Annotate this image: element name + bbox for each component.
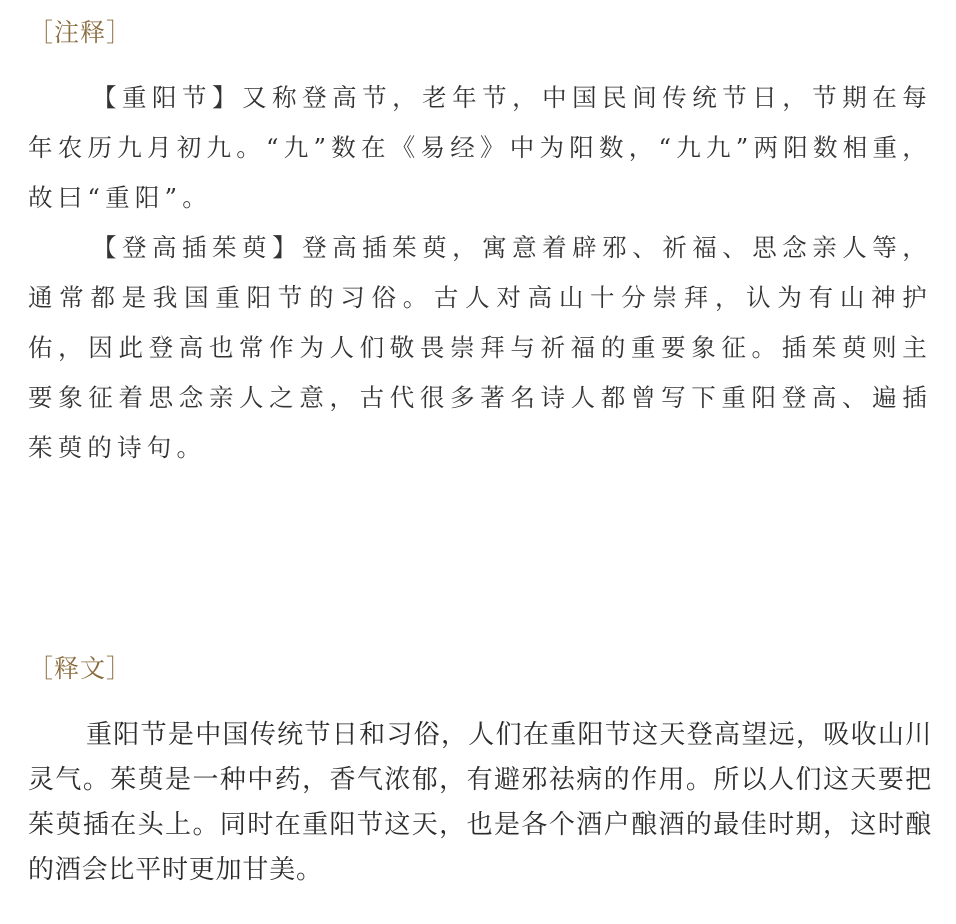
translation-heading-text: 释文 (54, 654, 107, 683)
notes-heading-open-bracket: ［ (28, 18, 55, 47)
notes-heading (28, 18, 132, 48)
translation-heading (28, 654, 132, 684)
translation-heading-open-bracket: ［ (28, 654, 55, 683)
note-paragraph-chongyang-festival: 【重阳节】又称登高节，老年节，中国民间传统节日，节期在每年农历九月初九。“九”数在《易经》中为阳数，“九九”两阳数相重，故曰“重阳”。 (28, 83, 932, 212)
translation-paragraph: 重阳节是中国传统节日和习俗，人们在重阳节这天登高望远，吸收山川灵气。茱萸是一种中药，香气浓郁，有避邪祛病的作用。所以人们这天要把茱萸插在头上。同时在重阳节这天，也是各个酒户酿酒的最佳时期，这时酿的酒会比平时更加甘美。 (28, 720, 932, 885)
notes-heading-text: 注释 (54, 18, 107, 47)
notes-heading-close-bracket: ］ (106, 18, 133, 47)
note-paragraph-climbing-and-dogwood: 【登高插茱萸】登高插茱萸，寓意着辟邪、祈福、思念亲人等，通常都是我国重阳节的习俗。古人对高山十分崇拜，认为有山神护佑，因此登高也常作为人们敬畏崇拜与祈福的重要象征。插茱萸则主要象征着思念亲人之意，古代很多著名诗人都曾写下重阳登高、遍插茱萸的诗句。 (28, 233, 932, 462)
translation-heading-close-bracket: ］ (106, 654, 133, 683)
